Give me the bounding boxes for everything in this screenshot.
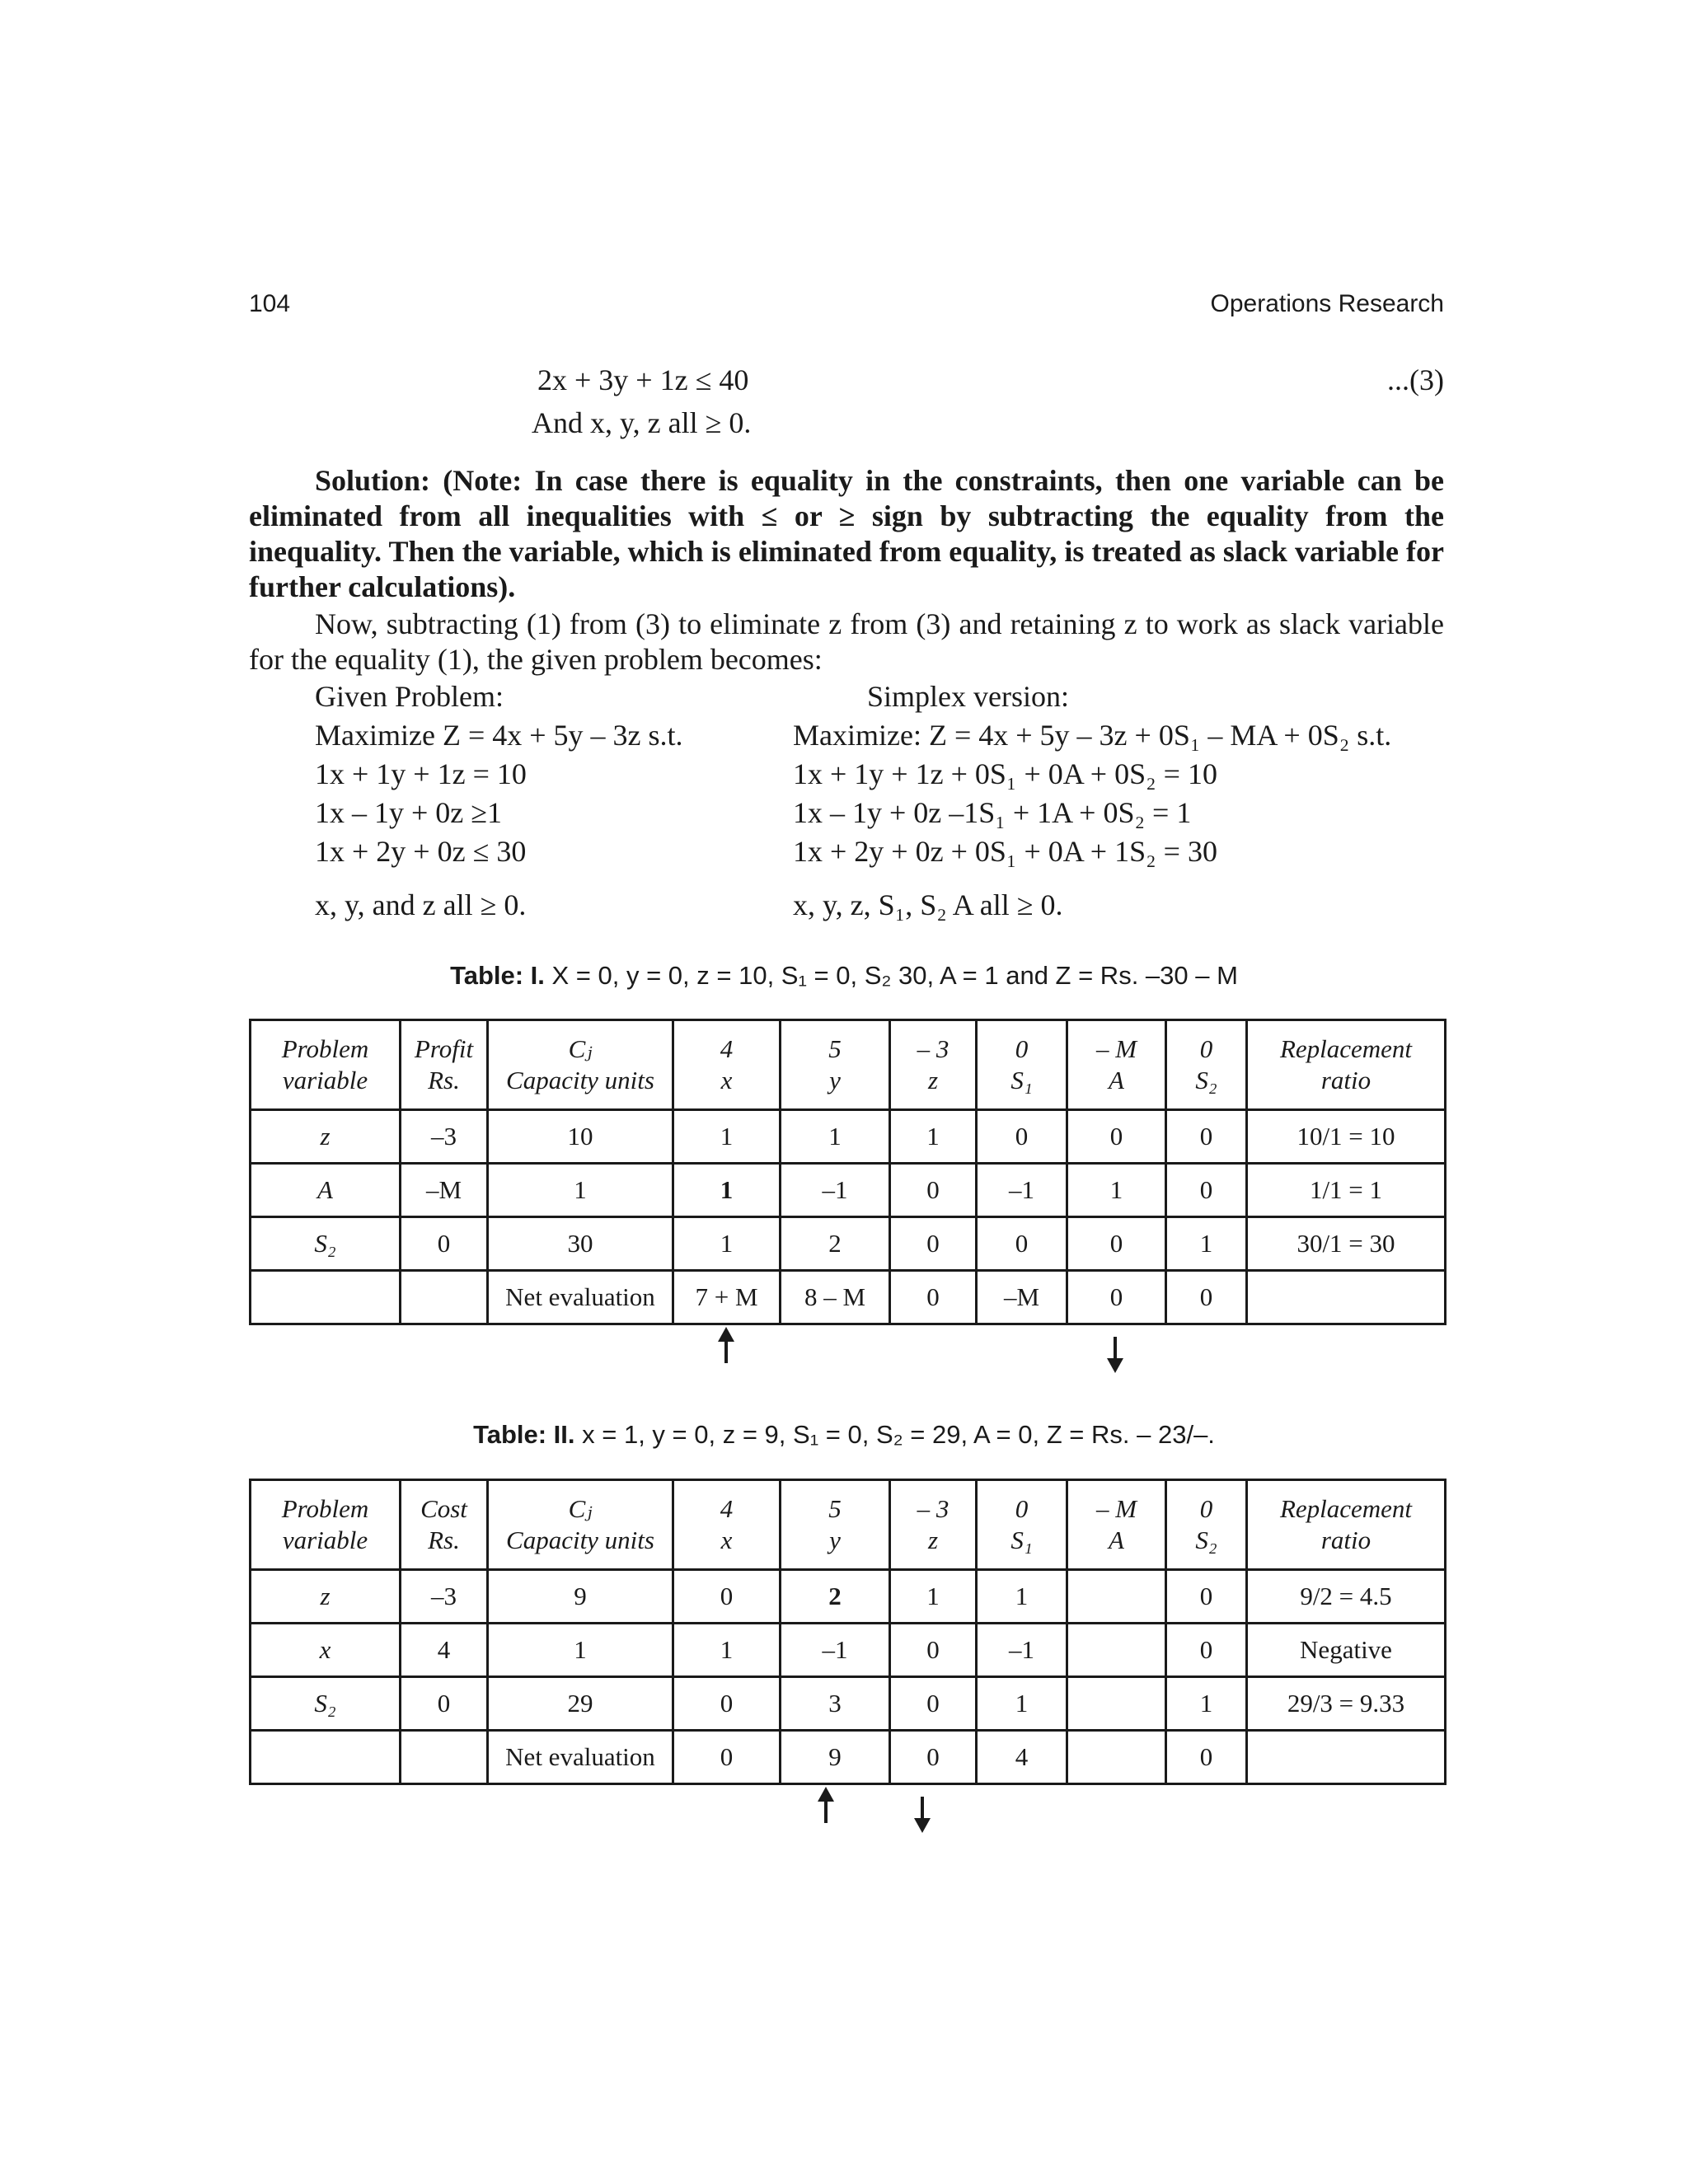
table2-caption-text: x = 1, y = 0, z = 9, S₁ = 0, S₂ = 29, A = 0, Z = Rs. – 23/–. xyxy=(574,1420,1215,1449)
table-cell: Net evaluation xyxy=(488,1271,673,1324)
table-row xyxy=(251,1110,1446,1164)
table-cell: 0 xyxy=(890,1677,977,1731)
running-title: Operations Research xyxy=(1210,290,1444,317)
entering-arrow-icon xyxy=(724,1338,728,1363)
table-cell: 9 xyxy=(781,1731,890,1784)
table-cell: 4 xyxy=(401,1624,488,1677)
table-cell: 9/2 = 4.5 xyxy=(1247,1570,1446,1624)
header-cell: Cost Rs. xyxy=(401,1480,488,1570)
table-row xyxy=(251,1570,1446,1624)
given-nonneg: x, y, and z all ≥ 0. xyxy=(315,888,527,921)
header-cell: Cⱼ Capacity units xyxy=(488,1480,673,1570)
nonnegativity: And x, y, z all ≥ 0. xyxy=(532,406,752,439)
table-row xyxy=(251,1164,1446,1217)
table-cell: Negative xyxy=(1247,1624,1446,1677)
table-cell: 0 xyxy=(1166,1164,1247,1217)
table-cell: 1 xyxy=(488,1624,673,1677)
header-cell: – 3 z xyxy=(890,1020,977,1110)
header-cell: 4 x xyxy=(673,1020,781,1110)
table-cell: 1 xyxy=(673,1217,781,1271)
simplex-constraint-1: 1x + 1y + 1z + 0S₁ + 0A + 0S₂ = 10 xyxy=(793,757,1217,790)
simplex-constraint-2: 1x – 1y + 0z –1S₁ + 1A + 0S₂ = 1 xyxy=(793,796,1192,829)
table-cell: –1 xyxy=(781,1624,890,1677)
solution-note: Solution: (Note: In case there is equality in the constraints, then one variable can be eliminated from all inequalities with ≤ or ≥ sign by subtracting the equality from the inequality. Then the variable, which is eliminated from equality, is treated as slack variable for further calculations). xyxy=(249,464,1444,603)
intro-paragraph: Now, subtracting (1) from (3) to eliminate z from (3) and retaining z to work as slack variable for the equality (1), the given problem becomes: xyxy=(249,607,1444,676)
table-cell: 0 xyxy=(1166,1731,1247,1784)
table-cell: –1 xyxy=(781,1164,890,1217)
table-cell: 0 xyxy=(1067,1110,1166,1164)
given-constraint-1: 1x + 1y + 1z = 10 xyxy=(315,757,527,790)
table-cell: 1 xyxy=(977,1677,1067,1731)
table-cell: –M xyxy=(401,1164,488,1217)
table-cell: 8 – M xyxy=(781,1271,890,1324)
table-cell: 0 xyxy=(673,1677,781,1731)
table-cell: 0 xyxy=(401,1217,488,1271)
header-cell: – M A xyxy=(1067,1020,1166,1110)
header-cell: Problem variable xyxy=(251,1480,401,1570)
table-cell: 1 xyxy=(488,1164,673,1217)
table1-header xyxy=(251,1020,1446,1110)
table-cell: 1 xyxy=(673,1624,781,1677)
table-cell: Net evaluation xyxy=(488,1731,673,1784)
table-cell: –1 xyxy=(977,1164,1067,1217)
table-cell: –1 xyxy=(977,1624,1067,1677)
pivot-cell: 2 xyxy=(781,1570,890,1624)
table-cell xyxy=(1247,1271,1446,1324)
table-cell: 10 xyxy=(488,1110,673,1164)
header-cell: 0 S₂ xyxy=(1166,1020,1247,1110)
table1-caption-text: X = 0, y = 0, z = 10, S₁ = 0, S₂ 30, A = 1 and Z = Rs. –30 – M xyxy=(544,961,1238,990)
table-cell: –3 xyxy=(401,1570,488,1624)
given-problem xyxy=(315,677,683,925)
table-cell: 1 xyxy=(1166,1677,1247,1731)
table-cell: 1 xyxy=(673,1110,781,1164)
table-cell xyxy=(401,1731,488,1784)
table2-caption-label: Table: II. xyxy=(473,1420,575,1449)
table-row xyxy=(251,1624,1446,1677)
net-evaluation-row xyxy=(251,1731,1446,1784)
table1-caption xyxy=(0,961,1688,991)
table-row xyxy=(251,1677,1446,1731)
table-cell: S₂ xyxy=(251,1217,401,1271)
table-cell: –3 xyxy=(401,1110,488,1164)
table-cell xyxy=(1067,1677,1166,1731)
table-cell: 0 xyxy=(1166,1110,1247,1164)
header-cell: 4 x xyxy=(673,1480,781,1570)
table-cell: 29/3 = 9.33 xyxy=(1247,1677,1446,1731)
net-evaluation-row xyxy=(251,1271,1446,1324)
table-cell: x xyxy=(251,1624,401,1677)
table-cell xyxy=(1067,1731,1166,1784)
given-objective: Maximize Z = 4x + 5y – 3z s.t. xyxy=(315,719,683,752)
entering-arrow-icon xyxy=(824,1798,828,1823)
header-cell: – M A xyxy=(1067,1480,1166,1570)
table-cell: 9 xyxy=(488,1570,673,1624)
table-cell: 1 xyxy=(977,1570,1067,1624)
table-cell: 4 xyxy=(977,1731,1067,1784)
table-cell: 0 xyxy=(890,1217,977,1271)
constraint-3: 2x + 3y + 1z ≤ 40 xyxy=(537,363,749,396)
table-cell: 7 + M xyxy=(673,1271,781,1324)
table-cell: 29 xyxy=(488,1677,673,1731)
table-cell: 0 xyxy=(890,1271,977,1324)
table-cell: 1 xyxy=(1067,1164,1166,1217)
table1-caption-label: Table: I. xyxy=(450,961,545,990)
table-cell: 2 xyxy=(781,1217,890,1271)
given-constraint-2: 1x – 1y + 0z ≥1 xyxy=(315,796,503,829)
table-cell xyxy=(251,1271,401,1324)
table-cell: 0 xyxy=(1067,1217,1166,1271)
table-cell xyxy=(1247,1731,1446,1784)
leaving-arrow-icon xyxy=(921,1797,924,1821)
table-cell: –M xyxy=(977,1271,1067,1324)
table-cell xyxy=(1067,1570,1166,1624)
table-cell xyxy=(401,1271,488,1324)
table-cell xyxy=(251,1731,401,1784)
header-cell: Replacement ratio xyxy=(1247,1020,1446,1110)
table-cell: 30 xyxy=(488,1217,673,1271)
header-cell: Profit Rs. xyxy=(401,1020,488,1110)
table-cell: 3 xyxy=(781,1677,890,1731)
table-cell: 1 xyxy=(1166,1217,1247,1271)
table2-header xyxy=(251,1480,1446,1570)
table-cell: 0 xyxy=(977,1217,1067,1271)
equation-tag: ...(3) xyxy=(1387,363,1444,396)
simplex-version xyxy=(793,677,1391,925)
simplex-heading: Simplex version: xyxy=(867,680,1069,713)
header-cell: Replacement ratio xyxy=(1247,1480,1446,1570)
table-cell: 30/1 = 30 xyxy=(1247,1217,1446,1271)
table-row xyxy=(251,1217,1446,1271)
table-cell: 0 xyxy=(890,1164,977,1217)
given-constraint-3: 1x + 2y + 0z ≤ 30 xyxy=(315,835,527,868)
header-cell: 5 y xyxy=(781,1020,890,1110)
table-cell: 0 xyxy=(890,1624,977,1677)
table-cell: 0 xyxy=(977,1110,1067,1164)
table-cell: 0 xyxy=(1067,1271,1166,1324)
table-cell: z xyxy=(251,1110,401,1164)
header-cell: 0 S₂ xyxy=(1166,1480,1247,1570)
simplex-table-1 xyxy=(249,1019,1447,1325)
table-cell: 0 xyxy=(1166,1271,1247,1324)
table-cell: z xyxy=(251,1570,401,1624)
simplex-nonneg: x, y, z, S₁, S₂ A all ≥ 0. xyxy=(793,888,1063,921)
header-cell: 0 S₁ xyxy=(977,1020,1067,1110)
table-cell: 0 xyxy=(1166,1570,1247,1624)
table-cell: 1 xyxy=(781,1110,890,1164)
table-cell: 0 xyxy=(401,1677,488,1731)
header-cell: 5 y xyxy=(781,1480,890,1570)
header-cell: Cⱼ Capacity units xyxy=(488,1020,673,1110)
table2-caption xyxy=(0,1420,1688,1450)
table-cell: A xyxy=(251,1164,401,1217)
simplex-table-2 xyxy=(249,1479,1447,1785)
simplex-constraint-3: 1x + 2y + 0z + 0S₁ + 0A + 1S₂ = 30 xyxy=(793,835,1217,868)
leaving-arrow-icon xyxy=(1114,1337,1117,1361)
table-cell: 0 xyxy=(673,1731,781,1784)
page-number: 104 xyxy=(249,290,291,317)
simplex-objective: Maximize: Z = 4x + 5y – 3z + 0S₁ – MA + 0S₂ s.t. xyxy=(793,719,1392,752)
table-cell: S₂ xyxy=(251,1677,401,1731)
header-cell: 0 S₁ xyxy=(977,1480,1067,1570)
header-cell: – 3 z xyxy=(890,1480,977,1570)
pivot-cell: 1 xyxy=(673,1164,781,1217)
table-cell: 10/1 = 10 xyxy=(1247,1110,1446,1164)
table-cell: 1/1 = 1 xyxy=(1247,1164,1446,1217)
table-cell xyxy=(1067,1624,1166,1677)
table-cell: 0 xyxy=(673,1570,781,1624)
given-heading: Given Problem: xyxy=(315,680,504,713)
header-cell: Problem variable xyxy=(251,1020,401,1110)
table-cell: 0 xyxy=(1166,1624,1247,1677)
table-cell: 1 xyxy=(890,1110,977,1164)
table-cell: 1 xyxy=(890,1570,977,1624)
table-cell: 0 xyxy=(890,1731,977,1784)
